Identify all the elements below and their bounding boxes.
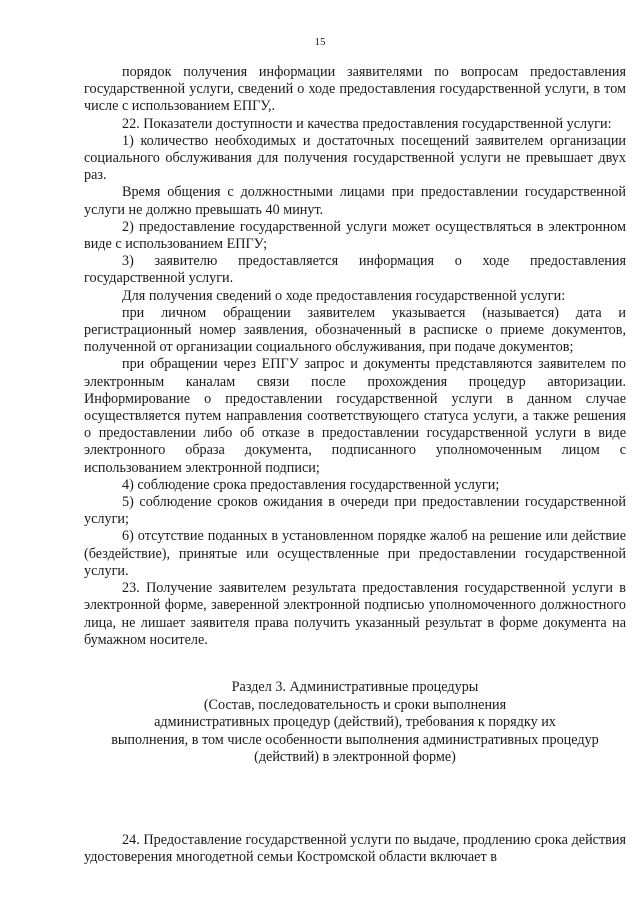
paragraph: 2) предоставление государственной услуги может осуществляться в электронном виде с использованием ЕПГУ; [84, 218, 626, 253]
paragraph: 4) соблюдение срока предоставления государственной услуги; [122, 476, 500, 493]
paragraph: 22. Показатели доступности и качества предоставления государственной услуги: [122, 115, 612, 132]
section-title: Раздел 3. Административные процедуры [231, 679, 479, 695]
paragraph: 1) количество необходимых и достаточных посещений заявителем организации социального обслуживания для получения государственной услуги не превышает двух раз. [84, 132, 626, 184]
paragraph: 23. Получение заявителем результата предоставления государственной услуги в электронной форме, заверенной электронной подписью уполномоченного должностного лица, не лишает заявителя права получить указанный результат в форме документа на бумажном носителе. [84, 580, 626, 648]
paragraph: порядок получения информации заявителями по вопросам предоставления государственной услуги, сведений о ходе предоставления государственной услуги, в том числе с использованием ЕПГУ,. [84, 64, 626, 115]
paragraph: при личном обращении заявителем указывается (называется) дата и регистрационный номер заявления, обозначенный в расписке о приеме документов, полученной от организации социального обслуживания, при подаче документов; [84, 304, 626, 356]
section-subtitle-line: административных процедур (действий), требования к порядку их [154, 714, 556, 731]
section-subtitle-line: (Состав, последовательность и сроки выполнения [203, 696, 507, 713]
section-heading [84, 679, 626, 767]
page-number: 15 [314, 36, 326, 48]
paragraph: 6) отсутствие поданных в установленном порядке жалоб на решение или действие (бездействие), принятые или осуществленные при предоставлении государственной услуги. [84, 528, 626, 579]
paragraph: Время общения с должностными лицами при предоставлении государственной услуги не должно превышать 40 минут. [84, 184, 626, 218]
paragraph: Для получения сведений о ходе предоставления государственной услуги: [122, 287, 566, 304]
document-body-continued [84, 832, 626, 866]
paragraph: 3) заявителю предоставляется информация о ходе предоставления государственной услуги. [84, 253, 626, 287]
section-subtitle-line: выполнения, в том числе особенности выполнения административных процедур [111, 731, 599, 748]
paragraph: 24. Предоставление государственной услуги по выдаче, продлению срока действия удостоверения многодетной семьи Костромской области включает в [84, 832, 626, 866]
paragraph: при обращении через ЕПГУ запрос и документы представляются заявителем по электронным каналам связи после прохождения процедур авторизации. Информирование о предоставлении государственной услуги в данном случае осуществляется путем направления соответствующего статуса услуги, а также решения о предоставлении либо об отказе в предоставлении государственной услуги в виде электронного образа документа, подписанного уполномоченным лицом с использованием электронной подписи; [84, 356, 626, 476]
document-body [84, 64, 626, 649]
paragraph: 5) соблюдение сроков ожидания в очереди при предоставлении государственной услуги; [84, 494, 626, 528]
section-subtitle-line: (действий) в электронной форме) [254, 749, 456, 766]
